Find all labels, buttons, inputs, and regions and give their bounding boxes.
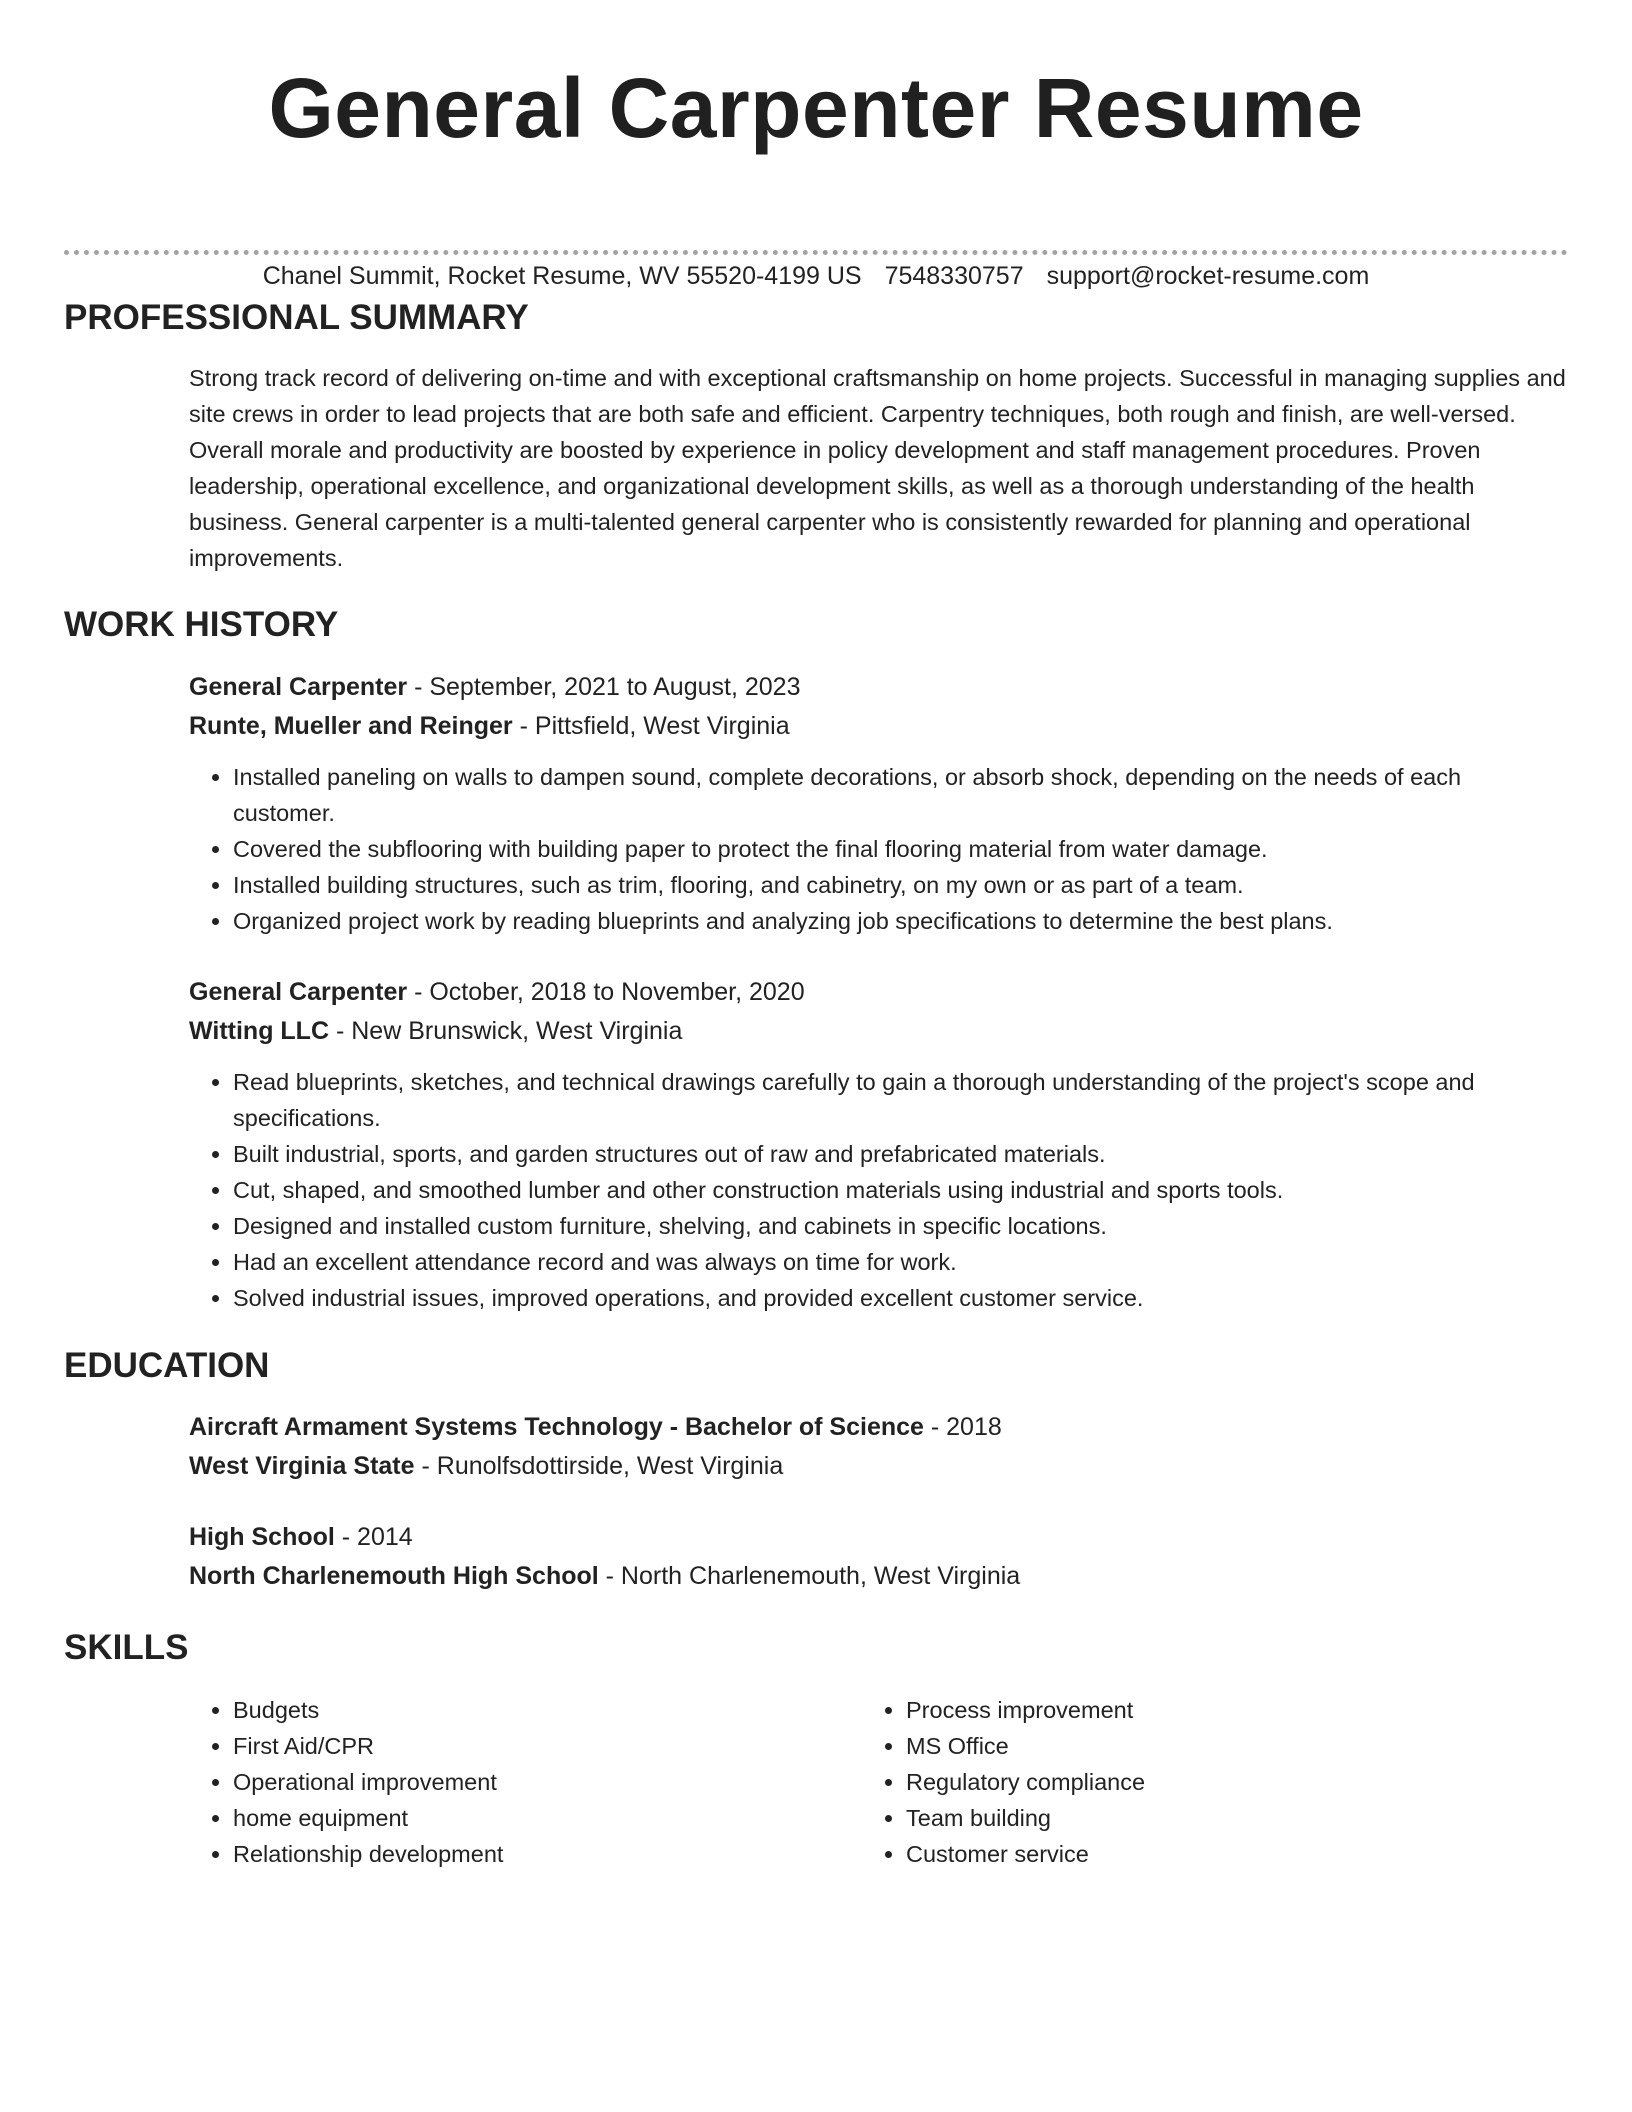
job-bullet: • Installed paneling on walls to dampen sound, complete decorations, or absorb shock, depending on the needs of each customer. <box>233 759 1568 831</box>
school-line <box>189 1447 1568 1486</box>
skill-item: • Relationship development <box>233 1836 749 1872</box>
education-entry <box>189 1518 1568 1596</box>
job-bullet: • Built industrial, sports, and garden structures out of raw and prefabricated materials. <box>233 1136 1568 1172</box>
skills-column-left <box>189 1692 749 1872</box>
skills-heading: SKILLS <box>64 1628 189 1667</box>
contact-address: Chanel Summit, Rocket Resume, WV 55520-4199 US <box>262 262 862 290</box>
skill-item: • First Aid/CPR <box>233 1728 749 1764</box>
job-title: General Carpenter <box>189 978 408 1006</box>
job-bullet: • Cut, shaped, and smoothed lumber and other construction materials using industrial and sports tools. <box>233 1172 1568 1208</box>
school-location: - North Charlenemouth, West Virginia <box>598 1562 1021 1590</box>
job-entry <box>189 973 1568 1316</box>
job-dates: - September, 2021 to August, 2023 <box>407 673 801 701</box>
school-name: West Virginia State <box>189 1452 415 1480</box>
job-bullet: • Had an excellent attendance record and was always on time for work. <box>233 1244 1568 1280</box>
degree-year: - 2018 <box>923 1413 1002 1441</box>
degree-name: Aircraft Armament Systems Technology - Bachelor of Science <box>189 1413 924 1441</box>
job-bullets <box>189 1064 1568 1316</box>
skill-item: • Regulatory compliance <box>906 1764 1422 1800</box>
job-company: Witting LLC <box>189 1017 330 1045</box>
summary-heading: PROFESSIONAL SUMMARY <box>64 298 529 337</box>
school-name: North Charlenemouth High School <box>189 1562 599 1590</box>
education-heading: EDUCATION <box>64 1346 270 1385</box>
resume-title: General Carpenter Resume <box>268 61 1364 155</box>
job-title-line <box>189 668 1568 707</box>
school-location: - Runolfsdottirside, West Virginia <box>414 1452 784 1480</box>
job-company: Runte, Mueller and Reinger <box>189 712 513 740</box>
job-title-line <box>189 973 1568 1012</box>
job-location: - Pittsfield, West Virginia <box>512 712 790 740</box>
job-entry <box>189 668 1568 939</box>
skills-list <box>189 1692 749 1872</box>
job-title: General Carpenter <box>189 673 408 701</box>
job-bullet: • Covered the subflooring with building paper to protect the final flooring material from water damage. <box>233 831 1568 867</box>
job-company-line <box>189 707 1568 746</box>
skill-item: • Team building <box>906 1800 1422 1836</box>
job-bullet: • Organized project work by reading blueprints and analyzing job specifications to determine the best plans. <box>233 903 1568 939</box>
degree-line <box>189 1408 1568 1447</box>
school-line <box>189 1557 1568 1596</box>
header-divider <box>64 250 1568 255</box>
skill-item: • Operational improvement <box>233 1764 749 1800</box>
contact-phone: 7548330757 <box>884 262 1024 290</box>
skill-item: • Budgets <box>233 1692 749 1728</box>
job-bullet: • Solved industrial issues, improved operations, and provided excellent customer service. <box>233 1280 1568 1316</box>
education-entry <box>189 1408 1568 1486</box>
skills-list <box>862 1692 1422 1872</box>
contact-email: support@rocket-resume.com <box>1046 262 1370 290</box>
job-dates: - October, 2018 to November, 2020 <box>407 978 805 1006</box>
job-location: - New Brunswick, West Virginia <box>329 1017 683 1045</box>
skills-column-right <box>862 1692 1422 1872</box>
contact-line <box>0 256 1632 296</box>
degree-name: High School <box>189 1523 335 1551</box>
degree-year: - 2014 <box>334 1523 413 1551</box>
skill-item: • home equipment <box>233 1800 749 1836</box>
skill-item: • Process improvement <box>906 1692 1422 1728</box>
job-bullet: • Read blueprints, sketches, and technical drawings carefully to gain a thorough understanding of the project's scope and specifications. <box>233 1064 1568 1136</box>
work-history-heading: WORK HISTORY <box>64 605 339 644</box>
job-bullet: • Installed building structures, such as trim, flooring, and cabinetry, on my own or as part of a team. <box>233 867 1568 903</box>
summary-text: Strong track record of delivering on-time and with exceptional craftsmanship on home projects. Successful in managing supplies and site crews in order to lead projects that are both safe and efficient. Carpentry techniques, both rough and finish, are well-versed. Overall morale and productivity are boosted by experience in policy development and staff management procedures. Proven leadership, operational excellence, and organizational development skills, as well as a thorough understanding of the health business. General carpenter is a multi-talented general carpenter who is consistently rewarded for planning and operational improvements. <box>189 365 1566 571</box>
job-bullet: • Designed and installed custom furniture, shelving, and cabinets in specific locations. <box>233 1208 1568 1244</box>
job-bullets <box>189 759 1568 939</box>
skill-item: • Customer service <box>906 1836 1422 1872</box>
job-company-line <box>189 1012 1568 1051</box>
degree-line <box>189 1518 1568 1557</box>
skill-item: • MS Office <box>906 1728 1422 1764</box>
